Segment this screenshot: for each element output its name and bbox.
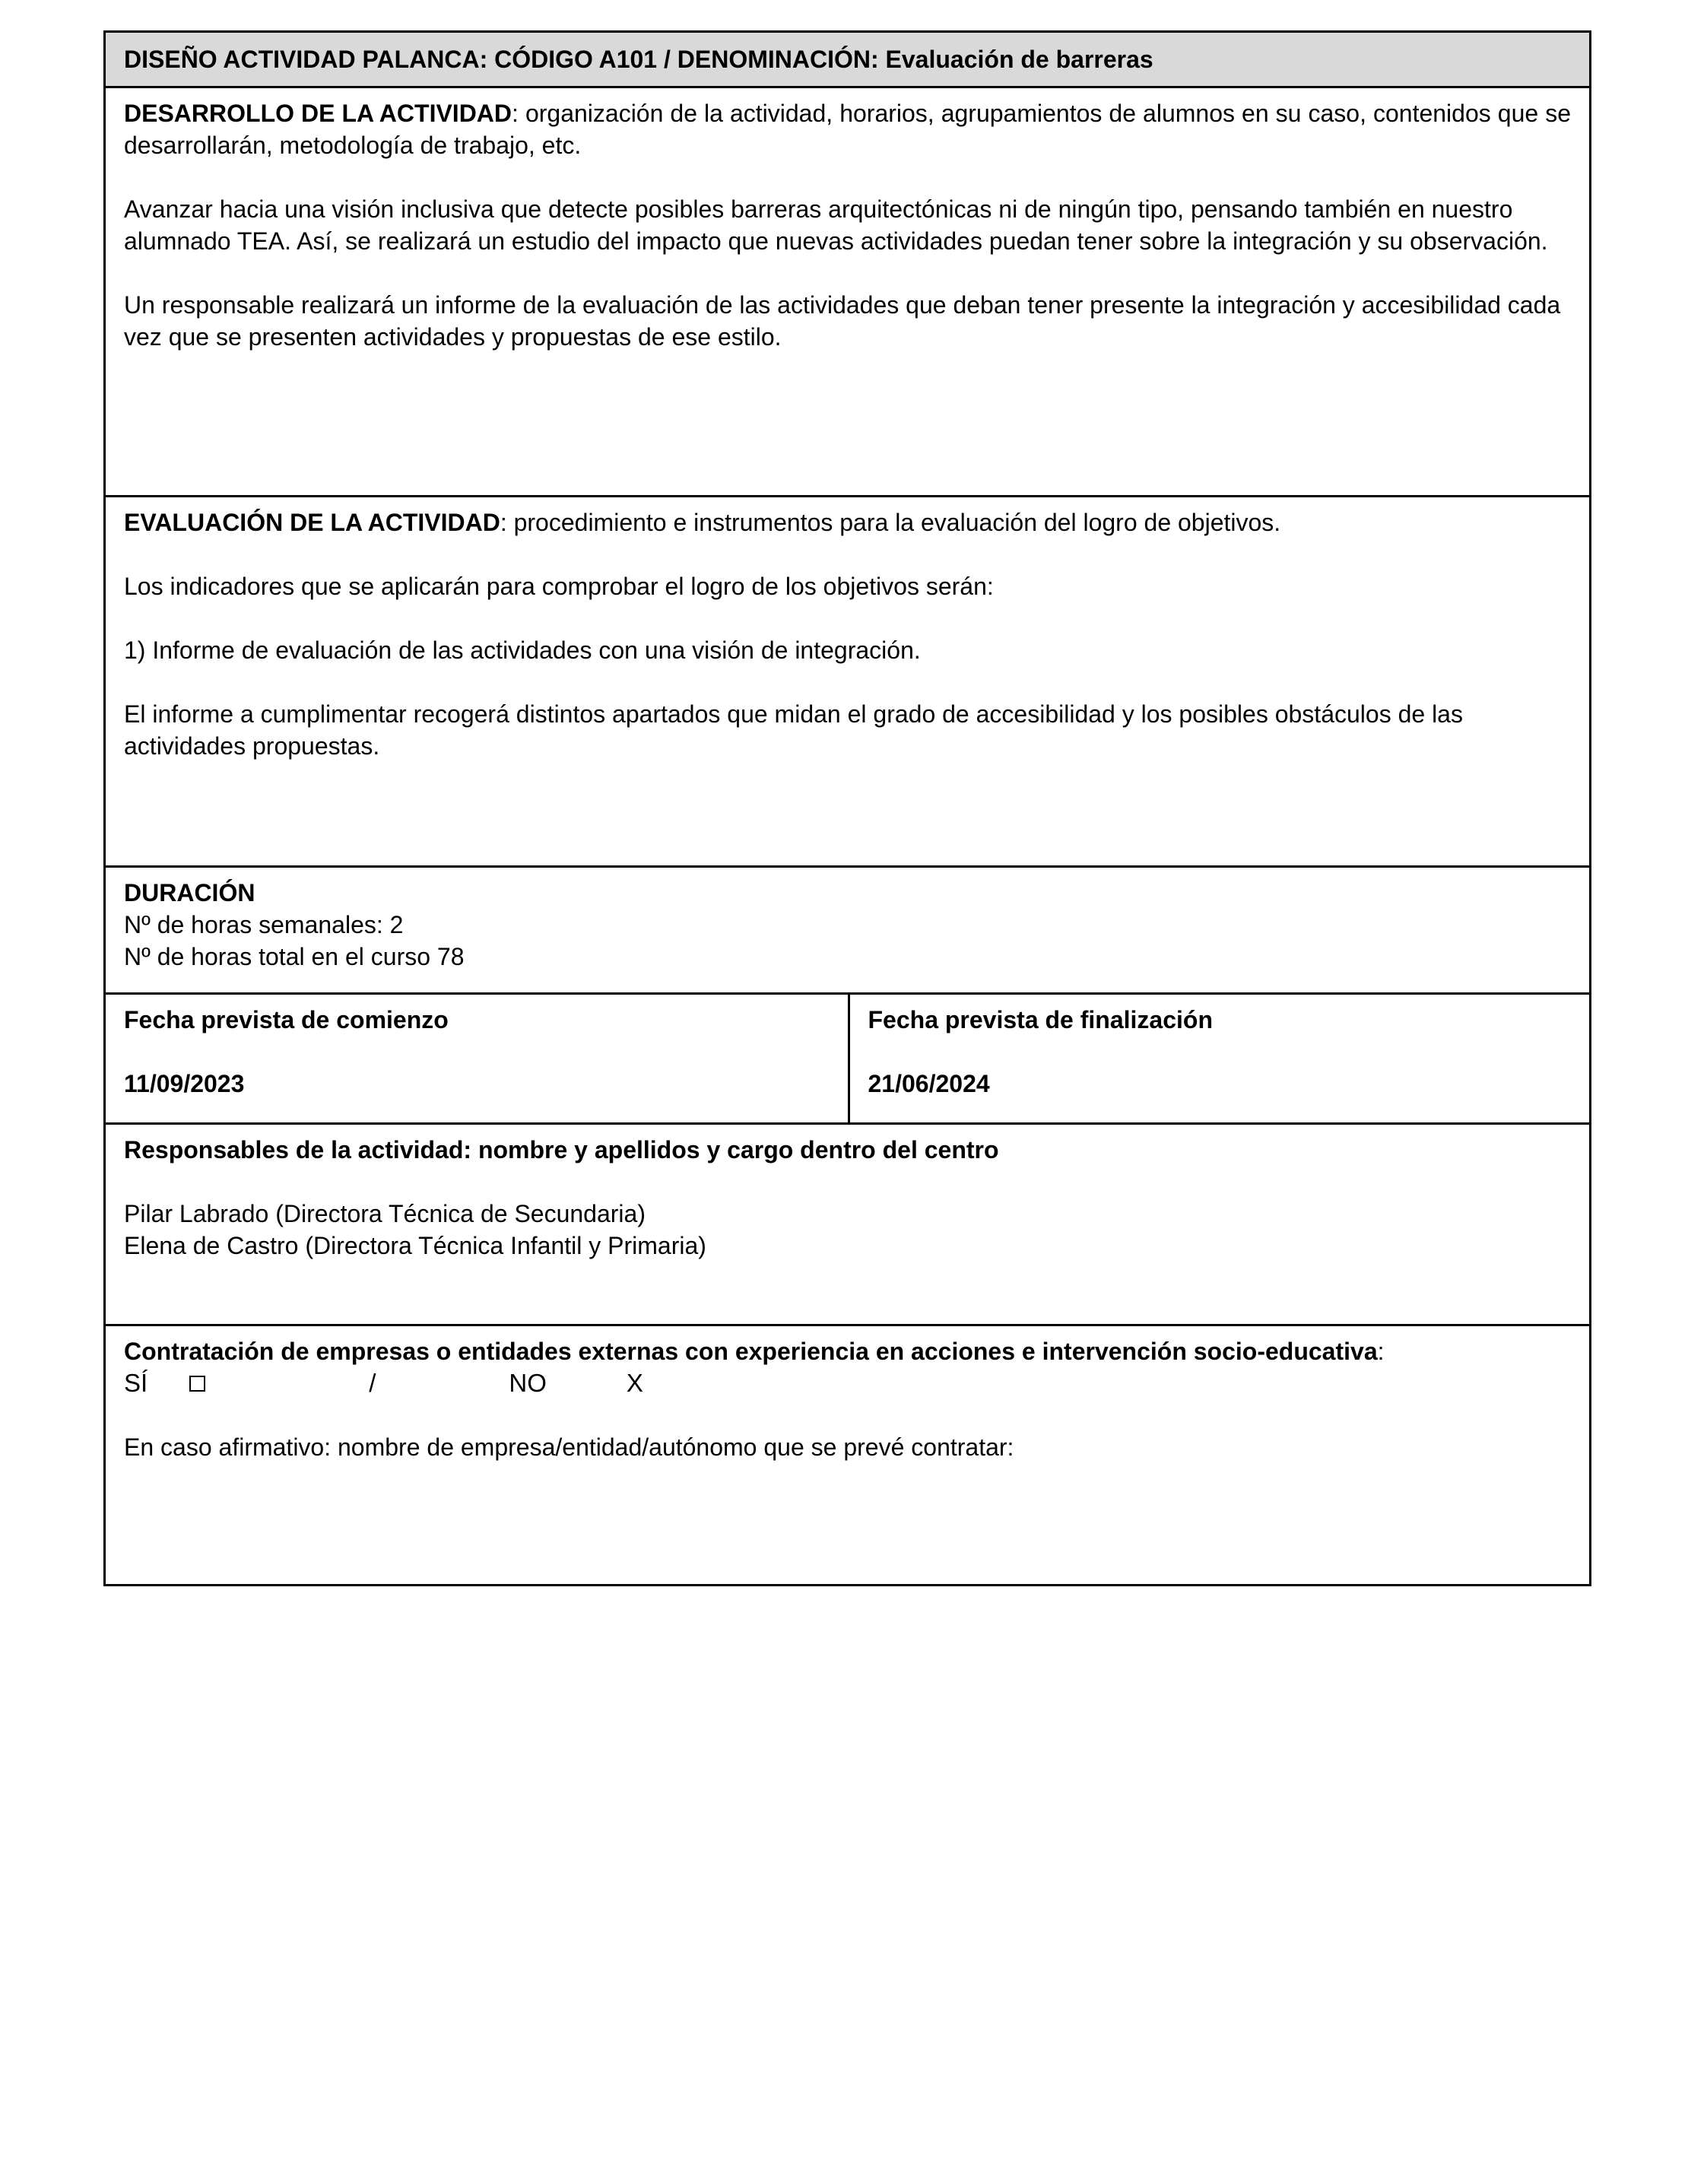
- desarrollo-section: [106, 86, 1589, 495]
- evaluacion-paragraph-3: El informe a cumplimentar recogerá distintos apartados que midan el grado de accesibilidad y los posibles obstáculos de las actividades propuestas.: [124, 700, 1463, 760]
- desarrollo-intro: [124, 97, 1571, 161]
- fechas-section: [106, 992, 1589, 1122]
- si-no-line: [124, 1367, 1571, 1399]
- si-label: SÍ: [124, 1369, 148, 1397]
- contratacion-nota: En caso afirmativo: nombre de empresa/entidad/autónomo que se prevé contratar:: [124, 1433, 1014, 1461]
- fecha-finalizacion-label: Fecha prevista de finalización: [868, 1006, 1213, 1033]
- responsables-label: Responsables de la actividad: nombre y apellidos y cargo dentro del centro: [124, 1136, 999, 1163]
- contratacion-label: Contratación de empresas o entidades externas con experiencia en acciones e intervención socio-educativa: [124, 1338, 1378, 1365]
- contratacion-label-suffix: :: [1377, 1338, 1385, 1365]
- desarrollo-label-suffix: : organización de la actividad, horarios, agrupamientos de alumnos en su caso, contenidos que se desarrollarán, metodología de trabajo, etc.: [124, 100, 1572, 159]
- duracion-horas-totales: Nº de horas total en el curso 78: [124, 943, 465, 970]
- evaluacion-intro: [124, 506, 1571, 538]
- evaluacion-label-suffix: : procedimiento e instrumentos para la evaluación del logro de objetivos.: [500, 509, 1281, 536]
- contratacion-intro: [124, 1335, 1571, 1367]
- no-x-mark: X: [626, 1369, 643, 1397]
- fecha-comienzo-cell: [106, 995, 848, 1122]
- evaluacion-label: EVALUACIÓN DE LA ACTIVIDAD: [124, 509, 500, 536]
- table-header-row: [106, 33, 1589, 86]
- activity-form-table: [103, 30, 1591, 1586]
- responsable-2: Elena de Castro (Directora Técnica Infantil y Primaria): [124, 1232, 706, 1259]
- document-title: DISEÑO ACTIVIDAD PALANCA: CÓDIGO A101 / DENOMINACIÓN: Evaluación de barreras: [124, 46, 1153, 73]
- fecha-comienzo-label: Fecha prevista de comienzo: [124, 1006, 449, 1033]
- si-checkbox-unchecked-icon: [189, 1376, 205, 1392]
- fecha-finalizacion-valor: 21/06/2024: [868, 1070, 990, 1097]
- responsable-1: Pilar Labrado (Directora Técnica de Secundaria): [124, 1200, 646, 1227]
- evaluacion-paragraph-1: Los indicadores que se aplicarán para comprobar el logro de los objetivos serán:: [124, 573, 994, 600]
- desarrollo-label: DESARROLLO DE LA ACTIVIDAD: [124, 100, 512, 127]
- desarrollo-paragraph-2: Un responsable realizará un informe de la evaluación de las actividades que deban tener presente la integración y accesibilidad cada vez que se presenten actividades y propuestas de ese estilo.: [124, 291, 1561, 351]
- desarrollo-paragraph-1: Avanzar hacia una visión inclusiva que detecte posibles barreras arquitectónicas ni de ningún tipo, pensando también en nuestro alumnado TEA. Así, se realizará un estudio del impacto que nuevas actividades puedan tener sobre la integración y su observación.: [124, 195, 1548, 255]
- duracion-horas-semanales: Nº de horas semanales: 2: [124, 911, 404, 938]
- duracion-section: [106, 865, 1589, 992]
- duracion-label: DURACIÓN: [124, 879, 255, 906]
- evaluacion-section: [106, 495, 1589, 865]
- contratacion-section: [106, 1324, 1589, 1584]
- fecha-finalizacion-cell: [848, 995, 1590, 1122]
- si-no-separator: /: [369, 1369, 376, 1397]
- fecha-comienzo-valor: 11/09/2023: [124, 1070, 245, 1097]
- responsables-section: [106, 1122, 1589, 1324]
- evaluacion-paragraph-2: 1) Informe de evaluación de las actividades con una visión de integración.: [124, 636, 921, 664]
- no-label: NO: [509, 1369, 547, 1397]
